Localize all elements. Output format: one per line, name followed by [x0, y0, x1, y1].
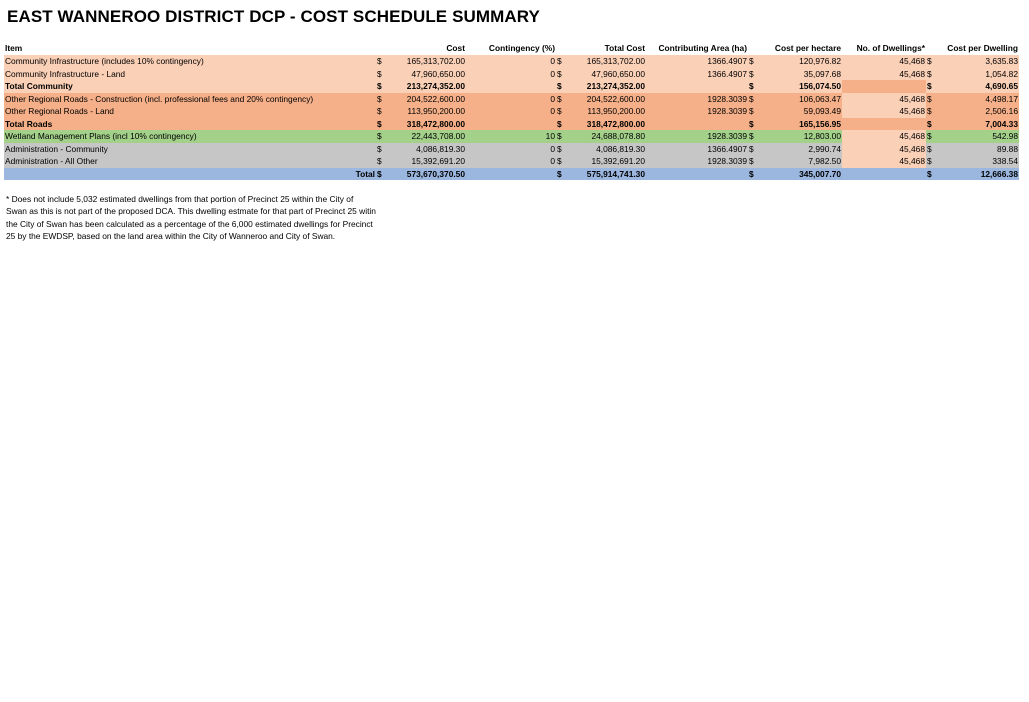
- currency-symbol: $: [748, 118, 760, 131]
- currency-symbol: $: [556, 143, 568, 156]
- total-label: Total: [4, 168, 376, 181]
- item-cell: Total Roads: [4, 118, 376, 131]
- currency-symbol: $: [748, 130, 760, 143]
- cost-per-dwelling-cell: 7,004.33: [938, 118, 1019, 131]
- item-cell: Administration - Community: [4, 143, 376, 156]
- cost-per-dwelling-cell: 4,498.17: [938, 93, 1019, 106]
- contingency-cell: 0: [466, 55, 556, 68]
- dwellings-cell: 45,468: [842, 93, 926, 106]
- header-total-cost: Total Cost: [568, 42, 646, 55]
- header-row: [4, 42, 1019, 55]
- table-row: [4, 80, 1019, 93]
- total-cost-value: 573,670,370.50: [388, 168, 466, 181]
- currency-symbol: $: [926, 155, 938, 168]
- cost-cell: 4,086,819.30: [388, 143, 466, 156]
- currency-symbol: $: [376, 168, 388, 181]
- item-cell: Wetland Management Plans (incl 10% contingency): [4, 130, 376, 143]
- table-row: [4, 68, 1019, 81]
- header-cost-per-dwelling: Cost per Dwelling: [938, 42, 1019, 55]
- contingency-cell: 0: [466, 143, 556, 156]
- currency-symbol: $: [748, 105, 760, 118]
- area-cell: [646, 118, 748, 131]
- cost-per-ha-cell: 2,990.74: [760, 143, 842, 156]
- total-cost-cell: 24,688,078.80: [568, 130, 646, 143]
- currency-symbol: $: [748, 93, 760, 106]
- area-cell: 1928.3039: [646, 105, 748, 118]
- page-title: EAST WANNEROO DISTRICT DCP - COST SCHEDULE SUMMARY: [7, 7, 540, 26]
- currency-symbol: $: [926, 68, 938, 81]
- currency-symbol: $: [926, 93, 938, 106]
- area-cell: 1928.3039: [646, 130, 748, 143]
- dwellings-cell: 45,468: [842, 68, 926, 81]
- header-cost-per-ha: Cost per hectare: [760, 42, 842, 55]
- header-contingency: Contingency (%): [466, 42, 556, 55]
- total-cost-per-ha-value: 345,007.70: [760, 168, 842, 181]
- cost-per-dwelling-cell: 2,506.16: [938, 105, 1019, 118]
- cost-per-ha-cell: 35,097.68: [760, 68, 842, 81]
- contingency-cell: [466, 80, 556, 93]
- cost-per-dwelling-cell: 338.54: [938, 155, 1019, 168]
- currency-symbol: $: [926, 55, 938, 68]
- item-cell: Total Community: [4, 80, 376, 93]
- cost-cell: 204,522,600.00: [388, 93, 466, 106]
- cost-per-dwelling-cell: 89.88: [938, 143, 1019, 156]
- contingency-cell: 0: [466, 93, 556, 106]
- contingency-cell: 10: [466, 130, 556, 143]
- area-cell: 1366.4907: [646, 68, 748, 81]
- dwellings-cell: 45,468: [842, 143, 926, 156]
- total-cost-cell: 204,522,600.00: [568, 93, 646, 106]
- currency-symbol: $: [376, 93, 388, 106]
- currency-symbol: $: [926, 143, 938, 156]
- currency-symbol: $: [926, 118, 938, 131]
- table-row: [4, 130, 1019, 143]
- currency-symbol: $: [556, 168, 568, 181]
- currency-symbol: $: [556, 105, 568, 118]
- currency-symbol: $: [556, 68, 568, 81]
- dwellings-cell: [842, 118, 926, 131]
- item-cell: Community Infrastructure (includes 10% contingency): [4, 55, 376, 68]
- header-cost: Cost: [388, 42, 466, 55]
- cost-cell: 47,960,650.00: [388, 68, 466, 81]
- item-cell: Community Infrastructure - Land: [4, 68, 376, 81]
- cost-per-ha-cell: 7,982.50: [760, 155, 842, 168]
- total-cost-cell: 213,274,352.00: [568, 80, 646, 93]
- table-row: [4, 105, 1019, 118]
- currency-symbol: $: [556, 155, 568, 168]
- currency-symbol: $: [556, 130, 568, 143]
- currency-symbol: $: [376, 155, 388, 168]
- currency-symbol: $: [926, 105, 938, 118]
- cost-per-dwelling-cell: 4,690.65: [938, 80, 1019, 93]
- cost-per-ha-cell: 106,063.47: [760, 93, 842, 106]
- dwellings-cell: 45,468: [842, 105, 926, 118]
- cost-cell: 165,313,702.00: [388, 55, 466, 68]
- currency-symbol: $: [376, 80, 388, 93]
- cost-per-ha-cell: 120,976.82: [760, 55, 842, 68]
- area-cell: 1366.4907: [646, 143, 748, 156]
- currency-symbol: $: [376, 143, 388, 156]
- total-cost-cell: 113,950,200.00: [568, 105, 646, 118]
- total-total-cost-value: 575,914,741.30: [568, 168, 646, 181]
- area-cell: 1366.4907: [646, 55, 748, 68]
- dwellings-cell: 45,468: [842, 155, 926, 168]
- cost-per-dwelling-cell: 3,635.83: [938, 55, 1019, 68]
- currency-symbol: $: [376, 55, 388, 68]
- currency-symbol: $: [556, 55, 568, 68]
- header-item: Item: [4, 42, 376, 55]
- cost-cell: 213,274,352.00: [388, 80, 466, 93]
- footnote: * Does not include 5,032 estimated dwellings from that portion of Precinct 25 within the City of Swan as this is not part of the proposed DCA. This dwelling estmate for that part of Precinct 25 witin the City of Swan has been calculated as a percentage of the 6,000 estimated dwellings for Precinct 25 by the EWDSP, based on the land area within the City of Wanneroo and City of Swan.: [6, 194, 376, 242]
- area-cell: 1928.3039: [646, 93, 748, 106]
- total-cost-cell: 165,313,702.00: [568, 55, 646, 68]
- cost-per-ha-cell: 165,156.95: [760, 118, 842, 131]
- header-area: Contributing Area (ha): [646, 42, 748, 55]
- currency-symbol: $: [556, 80, 568, 93]
- cost-cell: 113,950,200.00: [388, 105, 466, 118]
- total-row: [4, 168, 1019, 181]
- table-row: [4, 93, 1019, 106]
- currency-symbol: $: [748, 55, 760, 68]
- item-cell: Administration - All Other: [4, 155, 376, 168]
- total-cost-cell: 4,086,819.30: [568, 143, 646, 156]
- currency-symbol: $: [748, 68, 760, 81]
- currency-symbol: $: [926, 80, 938, 93]
- table-row: [4, 155, 1019, 168]
- currency-symbol: $: [748, 143, 760, 156]
- total-cost-cell: 318,472,800.00: [568, 118, 646, 131]
- total-cost-cell: 15,392,691.20: [568, 155, 646, 168]
- contingency-cell: [466, 118, 556, 131]
- cost-cell: 15,392,691.20: [388, 155, 466, 168]
- contingency-cell: 0: [466, 105, 556, 118]
- currency-symbol: $: [748, 80, 760, 93]
- table-row: [4, 118, 1019, 131]
- contingency-cell: 0: [466, 68, 556, 81]
- cost-per-ha-cell: 12,803.00: [760, 130, 842, 143]
- cost-cell: 22,443,708.00: [388, 130, 466, 143]
- currency-symbol: $: [748, 168, 760, 181]
- currency-symbol: $: [376, 118, 388, 131]
- item-cell: Other Regional Roads - Construction (incl. professional fees and 20% contingency): [4, 93, 376, 106]
- dwellings-cell: 45,468: [842, 130, 926, 143]
- cost-cell: 318,472,800.00: [388, 118, 466, 131]
- total-cost-per-dwelling-value: 12,666.38: [938, 168, 1019, 181]
- total-cost-cell: 47,960,650.00: [568, 68, 646, 81]
- table-row: [4, 55, 1019, 68]
- dwellings-cell: 45,468: [842, 55, 926, 68]
- currency-symbol: $: [376, 105, 388, 118]
- currency-symbol: $: [748, 155, 760, 168]
- currency-symbol: $: [376, 68, 388, 81]
- cost-schedule-table: [4, 42, 1019, 180]
- contingency-cell: 0: [466, 155, 556, 168]
- cost-per-dwelling-cell: 1,054.82: [938, 68, 1019, 81]
- currency-symbol: $: [926, 168, 938, 181]
- currency-symbol: $: [376, 130, 388, 143]
- area-cell: 1928.3039: [646, 155, 748, 168]
- cost-per-ha-cell: 156,074.50: [760, 80, 842, 93]
- cost-per-dwelling-cell: 542.98: [938, 130, 1019, 143]
- header-dwellings: No. of Dwellings*: [842, 42, 926, 55]
- currency-symbol: $: [926, 130, 938, 143]
- cost-per-ha-cell: 59,093.49: [760, 105, 842, 118]
- area-cell: [646, 80, 748, 93]
- item-cell: Other Regional Roads - Land: [4, 105, 376, 118]
- currency-symbol: $: [556, 93, 568, 106]
- dwellings-cell: [842, 80, 926, 93]
- currency-symbol: $: [556, 118, 568, 131]
- table-row: [4, 143, 1019, 156]
